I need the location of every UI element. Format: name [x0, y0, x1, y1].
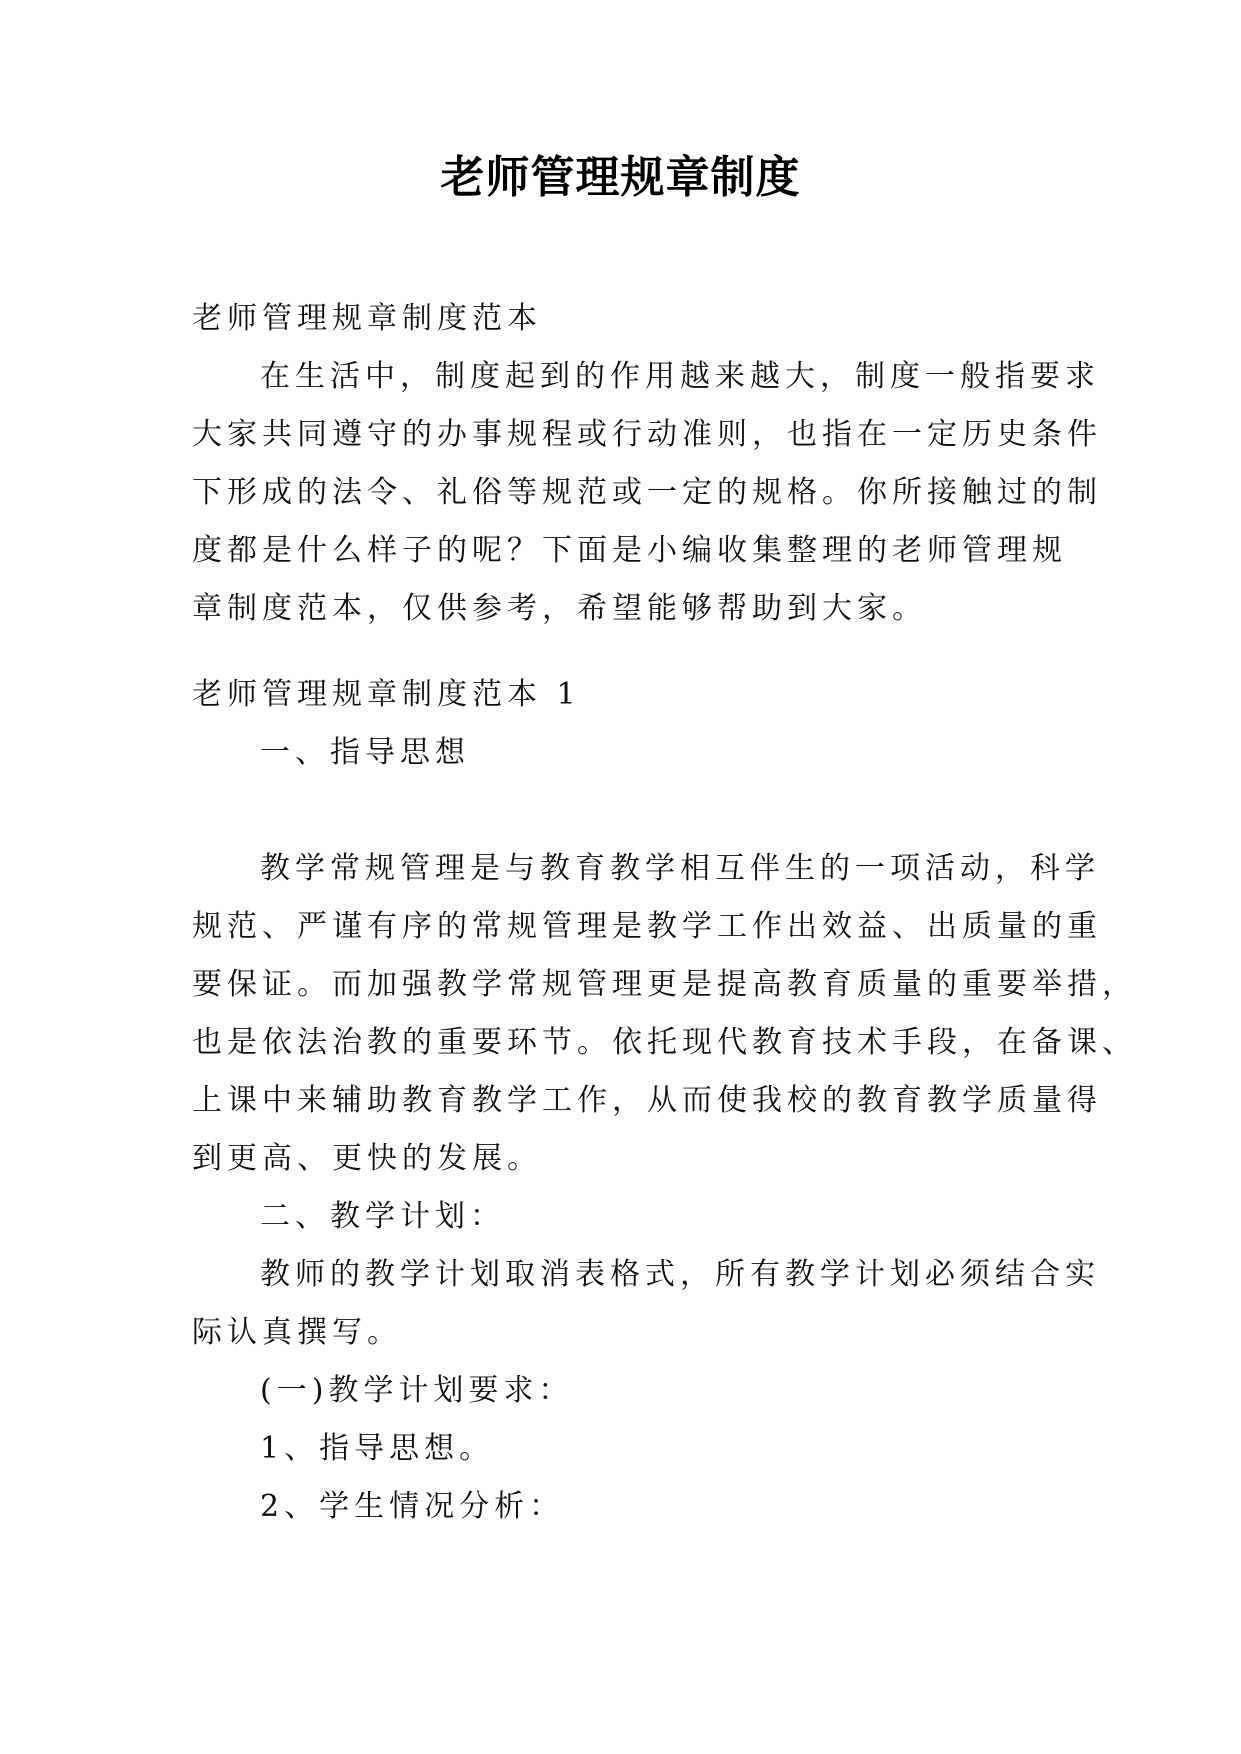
text-line: 教学常规管理是与教育教学相互伴生的一项活动，科学	[260, 851, 1100, 886]
text-line: 规范、严谨有序的常规管理是教学工作出效益、出质量的重	[192, 909, 1102, 944]
text-line: 一、指导思想	[260, 735, 470, 770]
document-title: 老师管理规章制度	[440, 152, 801, 203]
text-line: 2、学生情况分析：	[260, 1489, 565, 1524]
paragraph-gap	[192, 638, 1052, 666]
text-line: 二、教学计划：	[260, 1199, 505, 1234]
text-line: (一)教学计划要求：	[260, 1373, 574, 1408]
text-line: 也是依法治教的重要环节。依托现代教育技术手段，在备课、	[192, 1025, 1137, 1060]
text-line: 上课中来辅助教育教学工作，从而使我校的教育教学质量得	[192, 1083, 1102, 1118]
text-line: 到更高、更快的发展。	[192, 1141, 542, 1176]
document-body	[192, 290, 1137, 1536]
text-line: 在生活中，制度起到的作用越来越大，制度一般指要求	[260, 359, 1100, 394]
text-line: 度都是什么样子的呢？下面是小编收集整理的老师管理规	[192, 533, 1067, 568]
text-line: 老师管理规章制度范本	[192, 301, 542, 336]
text-line: 老师管理规章制度范本 1	[192, 677, 581, 712]
paragraph-gap	[192, 782, 1052, 840]
text-line: 要保证。而加强教学常规管理更是提高教育质量的重要举措，	[192, 967, 1137, 1002]
text-line: 章制度范本，仅供参考，希望能够帮助到大家。	[192, 591, 927, 626]
text-line: 大家共同遵守的办事规程或行动准则，也指在一定历史条件	[192, 417, 1102, 452]
text-line: 下形成的法令、礼俗等规范或一定的规格。你所接触过的制	[192, 475, 1102, 510]
text-line: 1、指导思想。	[260, 1431, 495, 1466]
text-line: 际认真撰写。	[192, 1315, 402, 1350]
text-line: 教师的教学计划取消表格式，所有教学计划必须结合实	[260, 1257, 1100, 1292]
